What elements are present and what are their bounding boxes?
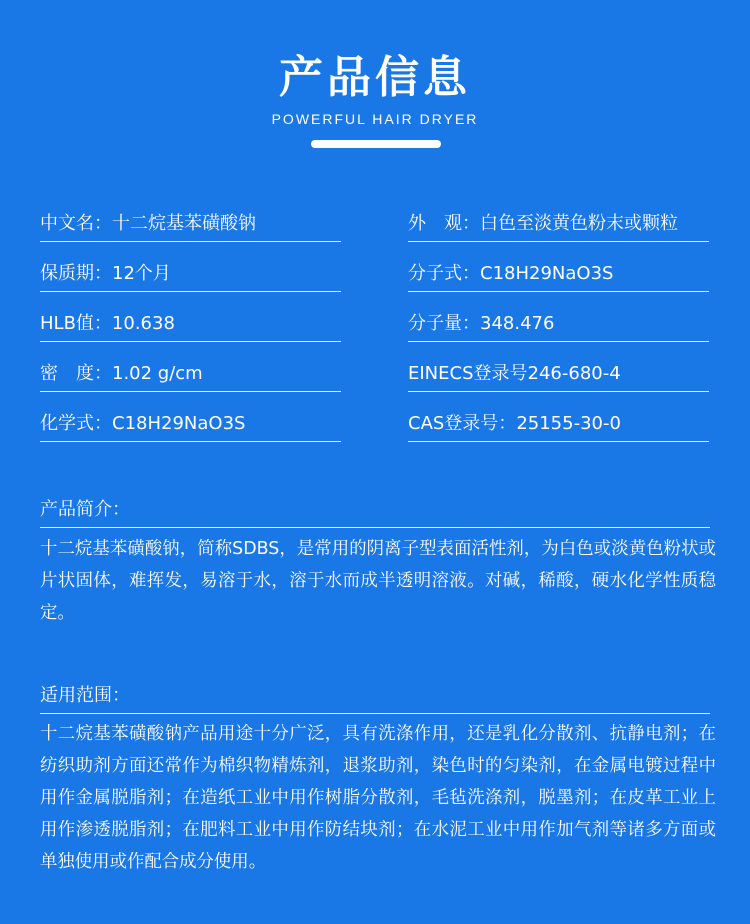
field-molecular-formula [408,257,709,292]
field-value: 10.638 [111,313,175,334]
usage-text: 十二烷基苯磺酸钠产品用途十分广泛，具有洗涤作用，还是乳化分散剂、抗静电剂；在纺织助剂方面还常作为棉织物精炼剂，退浆助剂，染色时的匀染剂，在金属电镀过程中用作金属脱脂剂；在造纸工业中用作树脂分散剂，毛毡洗涤剂，脱墨剂；在皮革工业上用作渗透脱脂剂；在肥料工业中用作防结块剂；在水泥工业中用作加气剂等诸多方面或单独使用或作配合成分使用。 [40,724,716,872]
field-value: 246-680-4 [527,363,621,384]
field-label: 化学式： [40,413,112,434]
field-label: HLB值： [40,313,112,334]
intro-text: 十二烷基苯磺酸钠，简称SDBS，是常用的阴离子型表面活性剂，为白色或淡黄色粉状或片状固体，难挥发，易溶于水，溶于水而成半透明溶液。对碱，稀酸，硬水化学性质稳定。 [40,539,716,623]
field-value: 12个月 [112,263,171,284]
field-label: 保质期： [40,263,112,284]
field-label: 分子式： [408,263,480,284]
field-label: 外 观： [408,213,480,234]
field-appearance [408,207,709,242]
intro-label: 产品简介： [40,493,710,528]
field-molecular-weight [408,307,709,342]
usage-label: 适用范围： [40,679,710,714]
field-density [40,357,341,392]
title-underline-bar [311,140,441,148]
field-hlb [40,307,341,342]
field-label: 中文名： [40,213,112,234]
field-einecs [408,357,709,392]
field-value: 十二烷基苯磺酸钠 [112,213,256,234]
field-cas [408,407,709,442]
page-title: 产品信息 [279,52,471,103]
field-value: C18H29NaO3S [112,413,246,434]
field-label: 密 度： [40,363,112,384]
field-shelf-life [40,257,341,292]
field-value: 25155-30-0 [516,413,621,434]
field-value: 1.02 g/cm [112,363,203,384]
field-chinese-name [40,207,341,242]
field-label: EINECS登录号 [408,363,528,384]
field-value: 白色至淡黄色粉末或颗粒 [480,213,678,234]
field-value: 348.476 [480,313,555,334]
field-chemical-formula [40,407,341,442]
field-label: CAS登录号： [408,413,517,434]
page-subtitle: POWERFUL HAIR DRYER [271,111,479,127]
field-label: 分子量： [408,313,480,334]
field-value: C18H29NaO3S [480,263,614,284]
